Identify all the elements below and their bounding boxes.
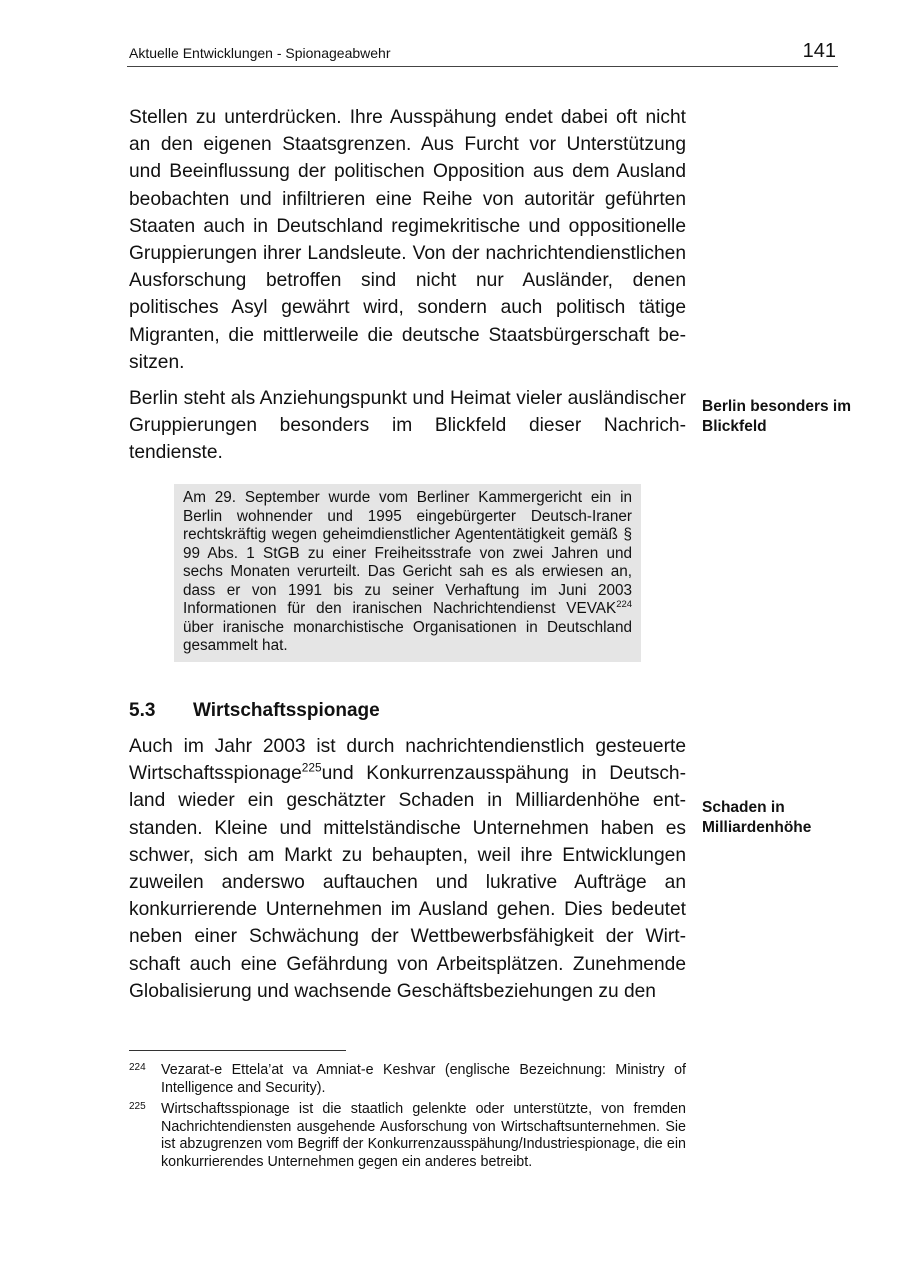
page-number: 141 (802, 40, 836, 62)
section-heading (129, 700, 380, 722)
case-example-text-a: Am 29. September wurde vom Berliner Kammergericht ein in Berlin wohnender und 1995 eingebürgerter Deutsch-Iraner rechtskräftig wegen geheimdienstlicher Agententätigkeit gemäß § 99 Abs. 1 StGB zu einer Freiheitsstrafe von zwei Jahren und sechs Monaten verurteilt. Das Gericht sah es als erwiesen an, dass er von 1991 bis zu seiner Verhaftung im Juni 2003 Informationen für den iranischen Nachrichtendienst VEVAK (183, 489, 632, 617)
footnote-number: 225 (129, 1101, 146, 1112)
footnote-ref-225: 225 (301, 760, 322, 775)
body-paragraph-2: Berlin steht als Anziehungspunkt und Heimat vieler ausländischer Gruppierungen besonders im Blickfeld dieser Nachrichtendienste. (129, 388, 686, 464)
running-title: Aktuelle Entwicklungen - Spionageabwehr (129, 45, 391, 61)
footnote-text: Vezarat-e Ettela’at va Amniat-e Keshvar (englische Bezeichnung: Ministry of Intelligence and Security). (161, 1062, 686, 1096)
body-paragraph-1: Stellen zu unterdrücken. Ihre Ausspähung endet dabei oft nicht an den eigenen Staatsgrenzen. Aus Furcht vor Unterstützung und Beeinflussung der politischen Opposition aus dem Ausland beobachten und infiltrieren eine Reihe von autoritär geführten Staaten auch in Deutschland regimekritische und oppositionelle Gruppierungen ihrer Landsleute. Von der nachrichtendienstlichen Ausforschung betroffen sind nicht nur Ausländer, denen politisches Asyl gewährt wird, sondern auch politisch tätige Migranten, die mittlerweile die deutsche Staatsbürgerschaft besitzen. (129, 107, 686, 373)
case-example-text-b: über iranische monarchistische Organisationen in Deutschland gesammelt hat. (183, 618, 632, 654)
footnote-225 (129, 1101, 686, 1172)
footnote-224 (129, 1062, 686, 1097)
page-header (127, 40, 838, 67)
body-paragraph-3-a: Auch im Jahr 2003 ist durch nachrichtendienstlich gesteuerte Wirtschaftsspionage (129, 736, 686, 785)
body-paragraph-3 (129, 733, 686, 1005)
section-number: 5.3 (129, 700, 156, 721)
margin-note-berlin: Berlin besonders im Blickfeld (702, 398, 852, 435)
body-paragraph-3-b: und Konkurrenzausspähung in Deutschland wieder ein geschätzter Schaden in Milliardenhöhe entstanden. Kleine und mittelständische Unternehmen haben es schwer, sich am Markt zu behaupten, weil ihre Entwicklungen zuweilen anderswo auftauchen und lukrative Aufträge an konkurrierende Unternehmen im Ausland gehen. Dies bedeutet neben einer Schwächung der Wettbewerbsfähigkeit der Wirtschaft auch eine Gefährdung von Arbeitsplätzen. Zunehmende Globalisierung und wachsende Geschäftsbeziehungen zu den (129, 763, 686, 1002)
footnote-ref-224: 224 (616, 598, 632, 610)
case-example-box (174, 484, 641, 662)
footnote-text: Wirtschaftsspionage ist die staatlich gelenkte oder unterstützte, von fremden Nachrichtendiensten ausgehende Ausforschung von Wirtschaftsunternehmen. Sie ist abzugrenzen vom Begriff der Konkurrenzausspähung/Industriespionage, die ein konkurrierendes Unternehmen gegen ein anderes betreibt. (161, 1101, 686, 1171)
section-title: Wirtschaftsspionage (193, 700, 380, 721)
footnote-number: 224 (129, 1062, 146, 1073)
case-example-text (183, 489, 632, 656)
margin-note-schaden: Schaden in Milliardenhöhe (702, 799, 812, 836)
footnote-divider (129, 1050, 346, 1051)
